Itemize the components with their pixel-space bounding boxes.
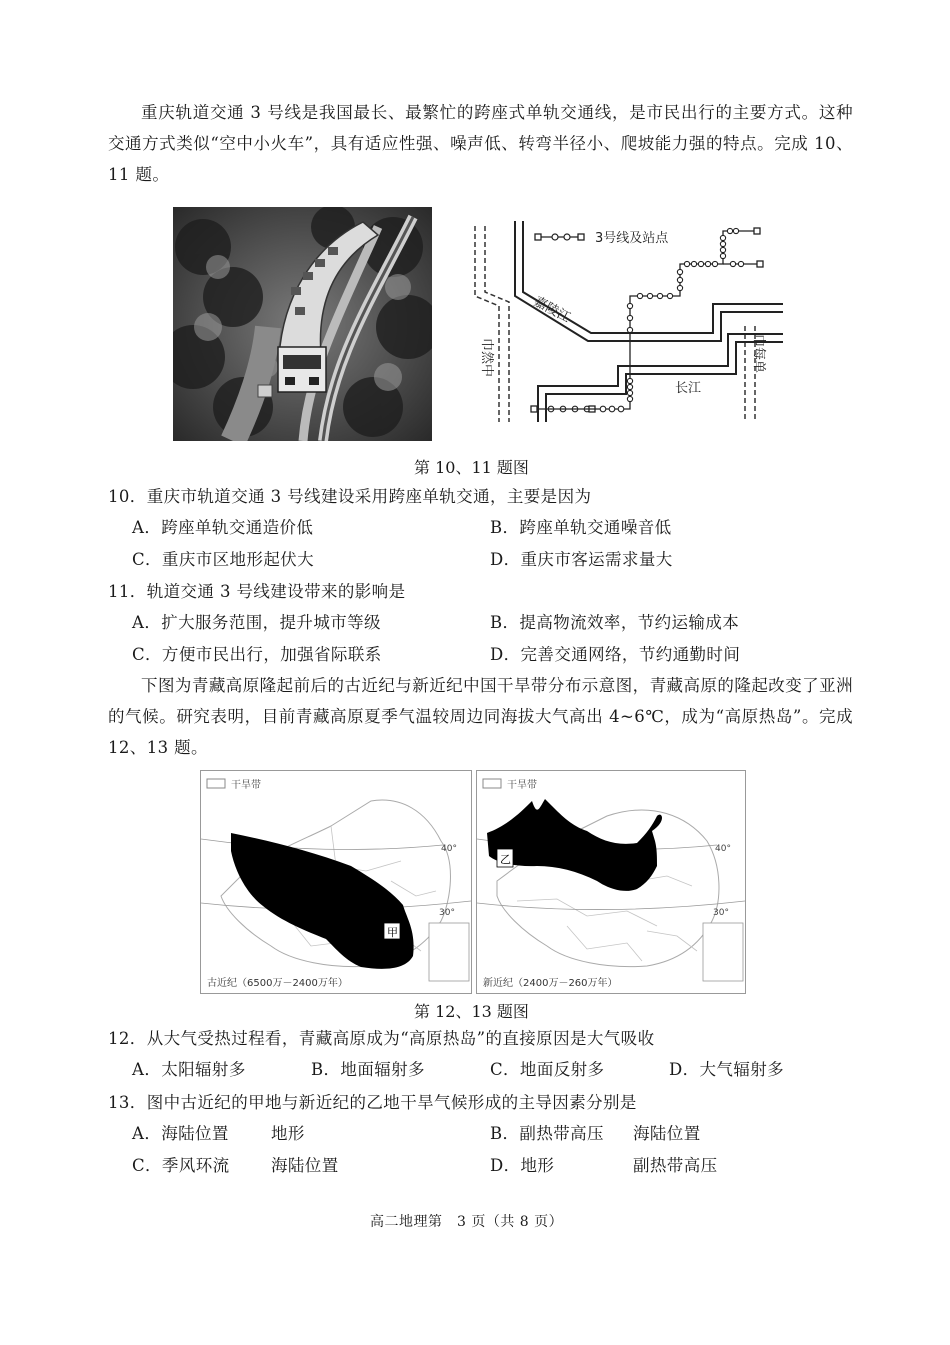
jialing-river-label: 嘉陵江: [531, 294, 573, 326]
q11-option-b: B．提高物流效率，节约运输成本: [490, 613, 740, 632]
right-period-label: 新近纪（2400万－260万年）: [483, 978, 618, 989]
district-right-label: 巾每单: [751, 334, 766, 374]
figure1-caption: 第 10、11 题图: [414, 458, 529, 477]
q10-option-a: A．跨座单轨交通造价低: [132, 518, 314, 537]
left-legend-label: 干旱带: [231, 780, 261, 791]
q13-option-b-2: 海陆位置: [633, 1124, 701, 1143]
marker-yi: 乙: [500, 853, 511, 866]
left-period-label: 古近纪（6500万－2400万年）: [207, 978, 348, 989]
q11-stem: 11．轨道交通 3 号线建设带来的影响是: [108, 582, 406, 601]
q13-option-a-2: 地形: [271, 1124, 305, 1143]
q11-option-d: D．完善交通网络，节约通勤时间: [490, 645, 741, 664]
q12-option-b: B．地面辐射多: [311, 1060, 425, 1079]
q12-option-a: A．太阳辐射多: [132, 1060, 246, 1079]
q11-option-c: C．方便市民出行，加强省际联系: [132, 645, 382, 664]
right-legend-label: 干旱带: [507, 780, 537, 791]
q13-option-d-2: 副热带高压: [633, 1156, 718, 1175]
right-lat-40-label: 40°: [715, 844, 731, 854]
line3-map: [463, 216, 783, 442]
intro-paragraph-2: 下图为青藏高原隆起前后的古近纪与新近纪中国干旱带分布示意图，青藏高原的隆起改变了亚洲的气候。研究表明，目前青藏高原夏季气温较周边同海拔大气高出 4~6℃，成为“高原热岛”。完成 12、13 题。: [108, 676, 853, 757]
q13-option-c-2: 海陆位置: [271, 1156, 339, 1175]
intro-paragraph-1: 重庆轨道交通 3 号线是我国最长、最繁忙的跨座式单轨交通线，是市民出行的主要方式。这种交通方式类似“空中小火车”，具有适应性强、噪声低、转弯半径小、爬坡能力强的特点。完成 10、11 题。: [108, 103, 853, 184]
left-lat-40-label: 40°: [441, 844, 457, 854]
district-left-label: 巾然中: [479, 338, 494, 378]
marker-jia: 甲: [387, 926, 398, 939]
q12-option-c: C．地面反射多: [490, 1060, 605, 1079]
map-legend-label: 3号线及站点: [595, 231, 669, 246]
figure2-caption: 第 12、13 题图: [414, 1002, 529, 1021]
page-footer: 高二地理第 3 页（共 8 页）: [370, 1214, 564, 1230]
monorail-photo: [173, 207, 432, 441]
q10-option-b: B．跨座单轨交通噪音低: [490, 518, 672, 537]
q10-option-c: C．重庆市区地形起伏大: [132, 550, 315, 569]
q13-stem: 13．图中古近纪的甲地与新近纪的乙地干旱气候形成的主导因素分别是: [108, 1093, 637, 1112]
paleogene-map: [200, 770, 472, 994]
q10-option-d: D．重庆市客运需求量大: [490, 550, 673, 569]
q13-option-b-1: B．副热带高压: [490, 1124, 604, 1143]
yangtze-river-label: 长江: [675, 381, 702, 396]
left-lat-30-label: 30°: [439, 908, 455, 918]
q13-option-c-1: C．季风环流: [132, 1156, 230, 1175]
right-lat-30-label: 30°: [713, 908, 729, 918]
q12-option-d: D．大气辐射多: [669, 1060, 785, 1079]
q13-option-d-1: D．地形: [490, 1156, 555, 1175]
q12-stem: 12．从大气受热过程看，青藏高原成为“高原热岛”的直接原因是大气吸收: [108, 1029, 655, 1048]
q11-option-a: A．扩大服务范围，提升城市等级: [132, 613, 381, 632]
q13-option-a-1: A．海陆位置: [132, 1124, 229, 1143]
neogene-map: [476, 770, 746, 994]
q10-stem: 10．重庆市轨道交通 3 号线建设采用跨座单轨交通，主要是因为: [108, 487, 592, 506]
